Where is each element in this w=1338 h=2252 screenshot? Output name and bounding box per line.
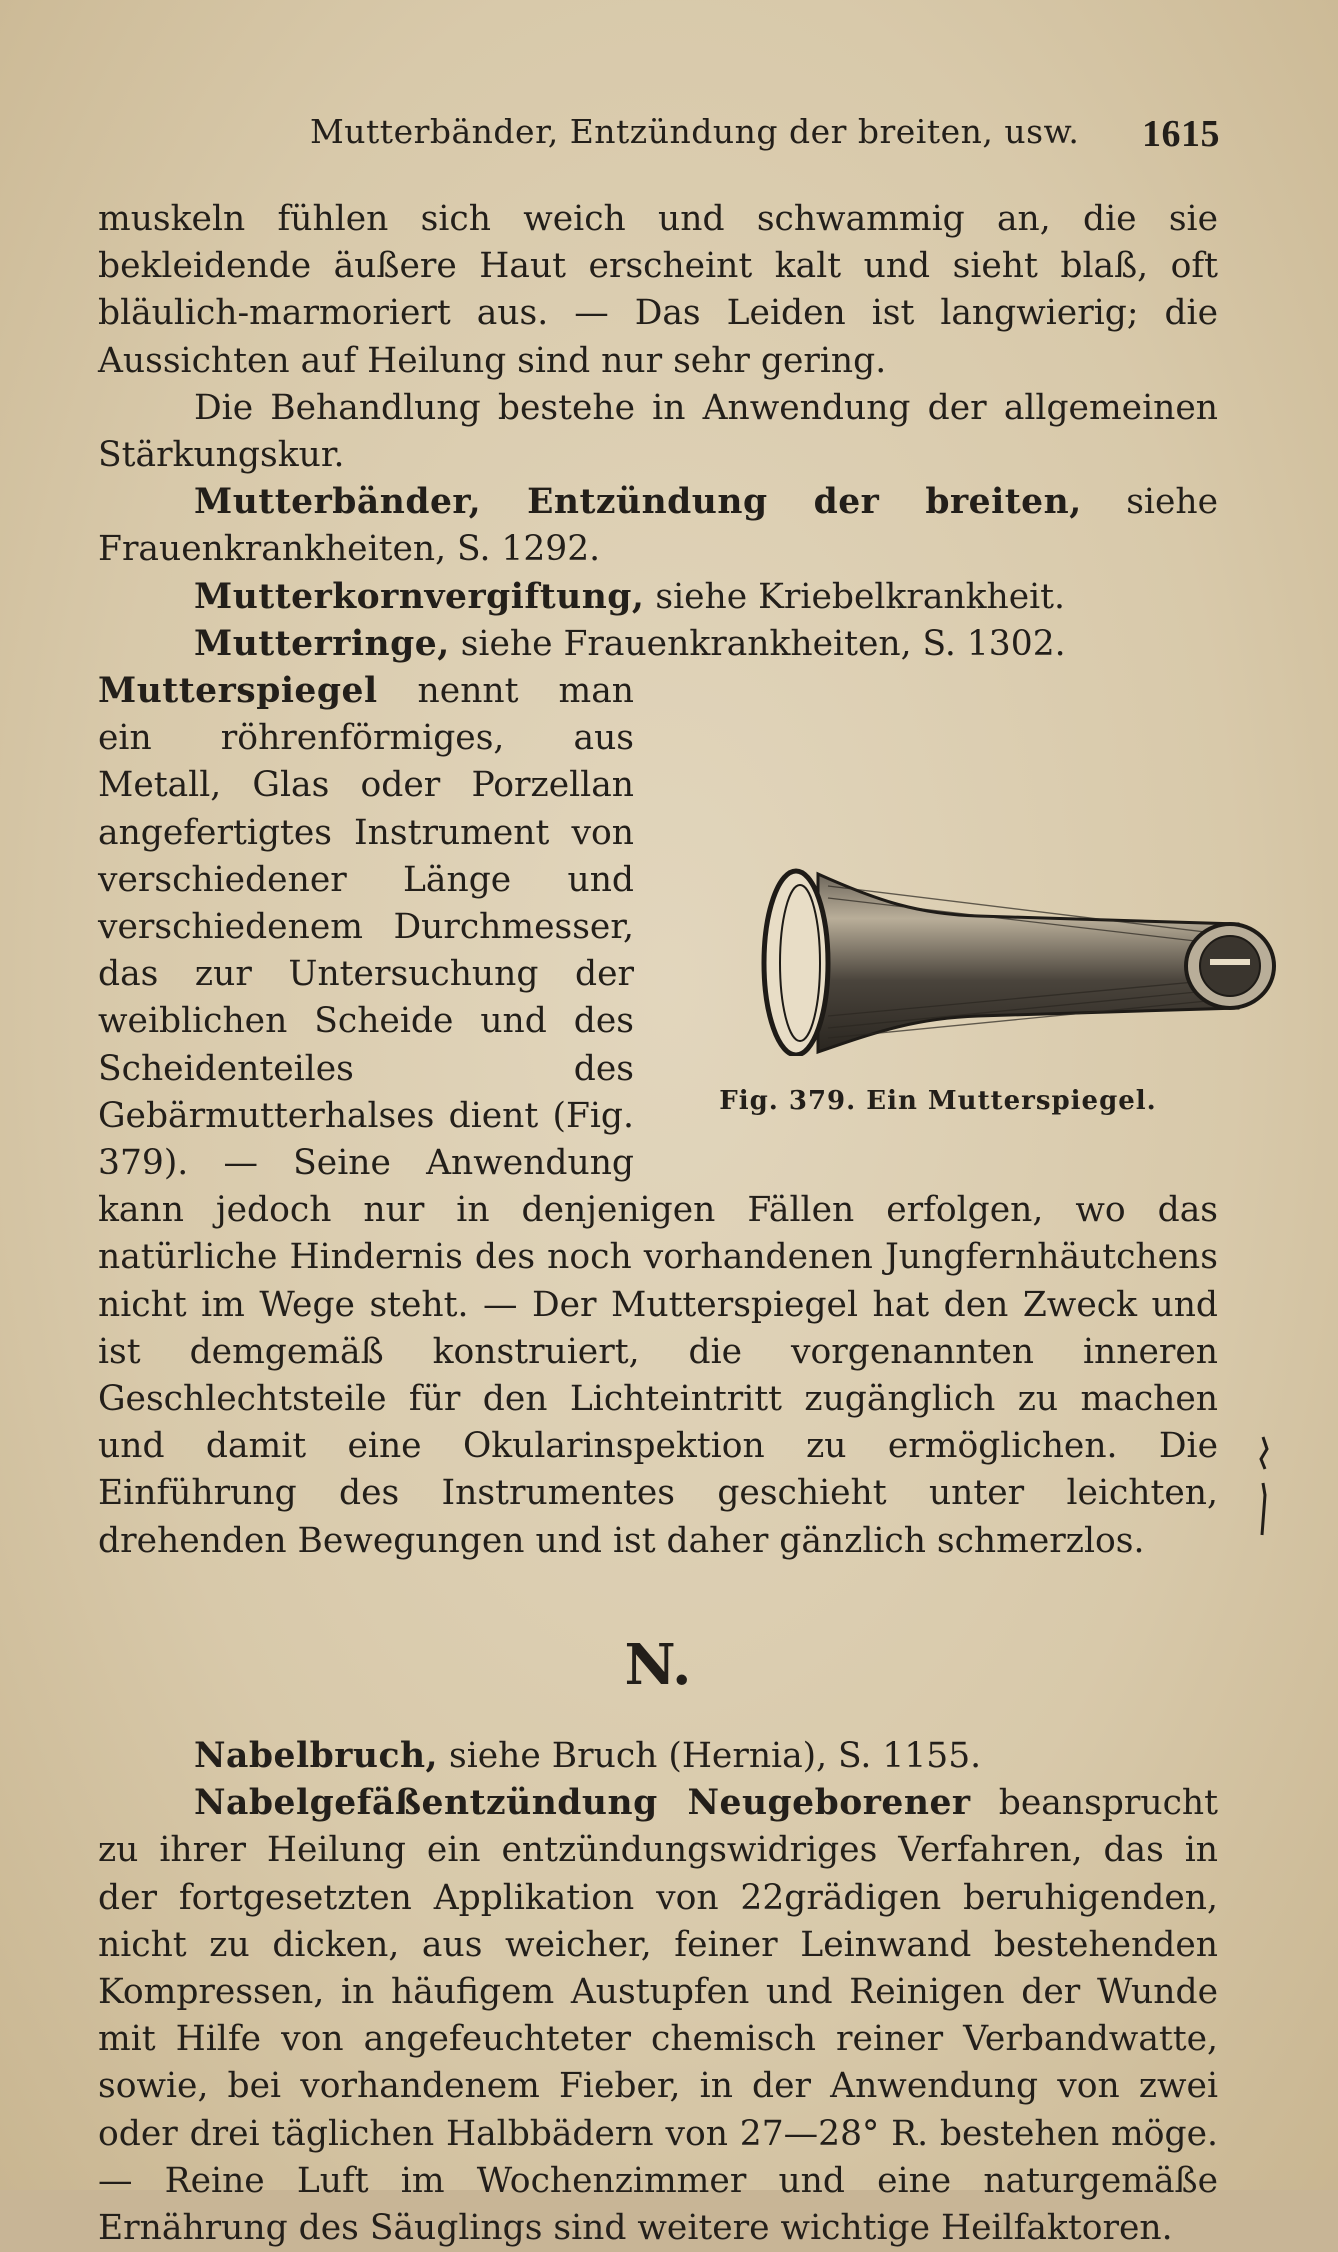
entry-text: beansprucht zu ihrer Heilung ein entzündungswidriges Verfahren, das in der fortgesetzten Applikation von 22grädigen beruhigenden, nicht zu dicken, aus weicher, feiner Leinwand bestehenden Kompressen, in häufigem Austupfen und Reinigen der Wunde mit Hilfe von angefeuchteter chemisch reiner Verbandwatte, sowie, bei vorhandenem Fieber, in der Anwendung von zwei oder drei täglichen Halbbädern von 27—28° R. bestehen möge. — Reine Luft im Wochenzimmer und eine naturgemäße Ernährung des Säuglings sind weitere wichtige Heilfaktoren. bbox=[98, 1783, 1218, 2248]
figure-379 bbox=[658, 856, 1218, 1186]
entry-headword: Mutterbänder, Entzündung der breiten, bbox=[194, 482, 1082, 523]
page-body bbox=[98, 196, 1218, 2252]
entry-mutterringe bbox=[98, 621, 1218, 668]
paragraph-treatment: Die Behandlung bestehe in Anwendung der allgemeinen Stärkungskur. bbox=[98, 387, 1218, 476]
page-number: 1615 bbox=[1142, 113, 1220, 155]
running-title: Mutterbänder, Entzündung der breiten, usw. bbox=[310, 112, 1080, 151]
entry-nabelgefaessentzuendung bbox=[98, 1780, 1218, 2252]
entry-headword: Mutterringe, bbox=[194, 623, 450, 664]
entry-nabelbruch bbox=[98, 1733, 1218, 1780]
entry-mutterbaender bbox=[98, 479, 1218, 573]
section-letter: N. bbox=[624, 1631, 692, 1698]
entry-text: siehe Frauenkrankheiten, S. 1302. bbox=[449, 623, 1066, 664]
entry-headword: Nabelbruch, bbox=[194, 1735, 439, 1776]
entry-text: siehe Bruch (Hernia), S. 1155. bbox=[438, 1735, 982, 1776]
entry-mutterkornvergiftung bbox=[98, 574, 1218, 621]
entry-headword: Mutterkornvergiftung, bbox=[194, 576, 645, 617]
entry-text: siehe Kriebelkrankheit. bbox=[644, 576, 1066, 617]
paragraph-continuation: muskeln fühlen sich weich und schwammig an, die sie bekleidende äußere Haut erscheint kalt und sieht blaß, oft bläulich-marmoriert aus. — Das Leiden ist langwierig; die Aussichten auf Heilung sind nur sehr gering. bbox=[98, 199, 1218, 381]
figure-caption: Fig. 379. Ein Mutterspiegel. bbox=[719, 1086, 1157, 1117]
speculum-illustration-icon bbox=[758, 866, 1288, 1056]
entry-headword: Mutterspiegel bbox=[98, 671, 378, 712]
entry-text: nennt man ein röhrenförmiges, aus Metall, Glas oder Porzellan angefertigtes Instrument von verschiedener Länge und verschiedenem Durchmesser, das zur Untersuchung der weiblichen Scheide und des Scheidenteiles des Gebärmutterhalses dient (Fig. 379). — Seine Anwendung kann jedoch nur in denjenigen Fällen erfolgen, wo das natürliche Hindernis des noch vorhandenen Jungfernhäutchens nicht im Wege steht. — Der Mutterspiegel hat den Zweck und ist demgemäß konstruiert, die vorgenannten inneren Geschlechtsteile für den Lichteintritt zugänglich zu machen und damit eine Okularinspektion zu ermöglichen. Die Einführung des Instrumentes geschieht unter leichten, drehenden Bewegungen und ist daher gänzlich schmerzlos. bbox=[98, 671, 1218, 1561]
entry-text: siehe Frauenkrankheiten, S. 1292. bbox=[98, 482, 1219, 570]
entry-headword: Nabelgefäßentzündung Neugeborener bbox=[194, 1783, 971, 1824]
margin-mark-icon bbox=[1255, 1435, 1271, 1545]
